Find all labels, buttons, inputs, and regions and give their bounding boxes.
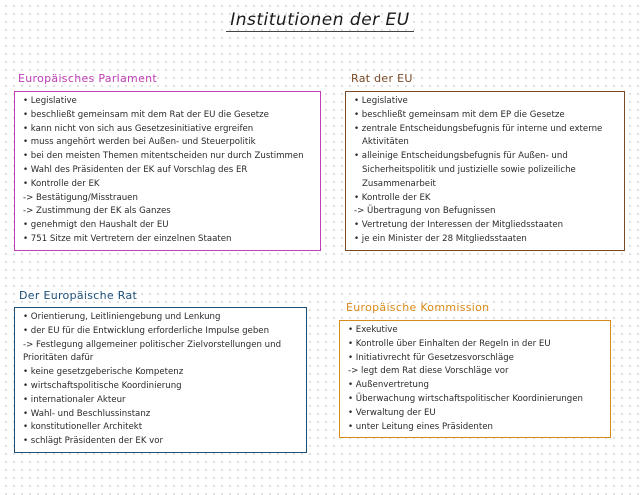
list-item: • Außenvertretung	[348, 380, 429, 391]
list-item: • schlägt Präsidenten der EK vor	[23, 436, 164, 447]
list-item: • unter Leitung eines Präsidenten	[348, 421, 493, 432]
list-item: • Orientierung, Leitliniengebung und Lenkung	[23, 312, 221, 322]
list-item: • konstitutioneller Architekt	[23, 422, 143, 433]
list-item: • Legislative	[23, 96, 77, 106]
list-item: Sicherheitspolitik und justizielle sowie polizeiliche	[362, 164, 576, 175]
list-item: -> Festlegung allgemeiner politischer Zielvorstellungen und	[23, 339, 282, 350]
heading-europaeischer-rat-text: Der Europäische Rat	[19, 289, 138, 302]
list-item: • Wahl des Präsidenten der EK auf Vorschlag des ER	[23, 164, 248, 175]
list-item: -> Zustimmung der EK als Ganzes	[23, 206, 171, 217]
list-item: • kann nicht von sich aus Gesetzesinitiative ergreifen	[23, 123, 254, 134]
list-europaeische-kommission	[348, 324, 604, 434]
list-item: • keine gesetzgeberische Kompetenz	[23, 367, 184, 378]
list-item: • Kontrolle der EK	[23, 178, 100, 189]
heading-europaeische-kommission	[346, 301, 489, 314]
list-item: • beschließt gemeinsam mit dem EP die Gesetze	[354, 109, 565, 120]
heading-rat-der-eu-text: Rat der EU	[351, 72, 413, 85]
list-item: • muss angehört werden bei Außen- und Steuerpolitik	[23, 137, 256, 148]
list-item: -> Bestätigung/Misstrauen	[23, 192, 138, 203]
list-item: • Vertretung der Interessen der Mitgliedsstaaten	[354, 220, 564, 231]
box-europaeisches-parlament	[14, 91, 321, 251]
page-title-text: Institutionen der EU	[226, 10, 414, 32]
heading-europaeisches-parlament-text: Europäisches Parlament	[18, 72, 158, 85]
list-item: • Exekutive	[348, 325, 398, 335]
list-item: • genehmigt den Haushalt der EU	[23, 220, 169, 231]
list-europaeisches-parlament	[23, 95, 314, 247]
heading-europaeischer-rat	[19, 289, 137, 302]
list-item: • Legislative	[354, 96, 408, 106]
list-item: • wirtschaftspolitische Koordinierung	[23, 380, 182, 391]
list-item: • 751 Sitze mit Vertretern der einzelnen Staaten	[23, 233, 232, 244]
list-item: -> legt dem Rat diese Vorschläge vor	[348, 366, 509, 377]
box-rat-der-eu	[345, 91, 625, 251]
page-title	[0, 10, 640, 30]
list-item: • alleinige Entscheidungsbefugnis für Außen- und	[354, 151, 568, 162]
list-item: Prioritäten dafür	[23, 353, 94, 364]
list-item: • Kontrolle über Einhalten der Regeln in der EU	[348, 338, 551, 349]
heading-europaeische-kommission-text: Europäische Kommission	[346, 301, 490, 314]
list-item: • internationaler Akteur	[23, 394, 126, 405]
list-item: • Wahl- und Beschlussinstanz	[23, 408, 151, 419]
list-item: • Kontrolle der EK	[354, 192, 431, 203]
list-item: -> Übertragung von Befugnissen	[354, 206, 496, 217]
box-europaeische-kommission	[339, 320, 611, 438]
list-item: • bei den meisten Themen mitentscheiden nur durch Zustimmen	[23, 151, 304, 162]
list-rat-der-eu	[354, 95, 618, 247]
list-item: • beschließt gemeinsam mit dem Rat der EU die Gesetze	[23, 109, 269, 120]
heading-rat-der-eu	[351, 72, 413, 85]
list-item: • Überwachung wirtschaftspolitischer Koordinierungen	[348, 393, 583, 404]
list-europaeischer-rat	[23, 311, 300, 449]
list-item: • Verwaltung der EU	[348, 407, 436, 418]
list-item: Aktivitäten	[362, 137, 409, 148]
box-europaeischer-rat	[14, 307, 307, 453]
list-item: • je ein Minister der 28 Mitgliedsstaaten	[354, 233, 527, 244]
heading-europaeisches-parlament	[18, 72, 157, 85]
list-item: • der EU für die Entwicklung erforderliche Impulse geben	[23, 325, 270, 336]
list-item: Zusammenarbeit	[362, 178, 436, 189]
list-item: • Initiativrecht für Gesetzesvorschläge	[348, 352, 514, 363]
list-item: • zentrale Entscheidungsbefugnis für interne und externe	[354, 123, 603, 134]
